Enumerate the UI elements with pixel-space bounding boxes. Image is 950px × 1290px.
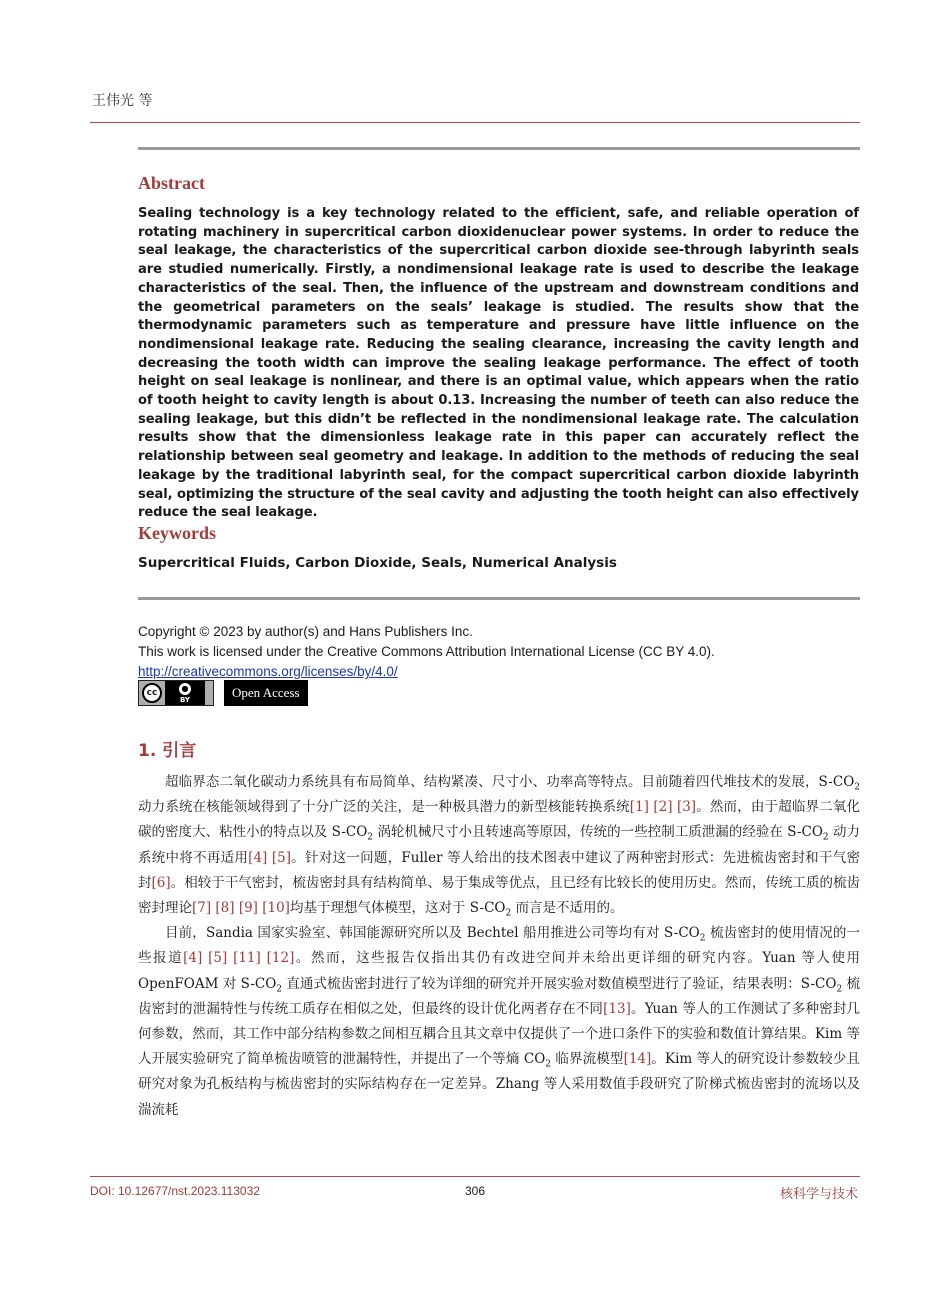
section-heading-introduction: 1. 引言 [138,741,197,761]
copyright-line: Copyright © 2023 by author(s) and Hans Publishers Inc. [138,624,473,639]
open-access-badge[interactable]: Open Access [224,680,308,706]
running-header-author: 王伟光 等 [92,93,153,109]
footer-doi[interactable]: DOI: 10.12677/nst.2023.113032 [90,1184,260,1198]
keywords-list: Supercritical Fluids, Carbon Dioxide, Seals, Numerical Analysis [138,555,617,571]
person-icon: ● [179,683,191,695]
license-badges [138,680,308,706]
citation[interactable]: [4] [5] [248,849,291,866]
citation[interactable]: [14] [623,1051,652,1068]
creative-commons-icon: cc [142,683,162,703]
intro-paragraph-1: 超临界态二氧化碳动力系统具有布局简单、结构紧凑、尺寸小、功率高等特点。目前随着四代堆技术的发展，$S-CO_2$ 动力系统在核能领域得到了十分广泛的关注，是一种极具潜力的新型核能转换系统[1] [2] [3]。然而，由于超临界二氧化碳的密度大、粘性小的特点以及 $S-CO_2$ 涡轮机械尺寸小且转速高等原因，传统的一些控制工质泄漏的经验在 $S-CO_2$ 动力系统中将不再适用[4] [5]。针对这一问题，Fuller 等人给出的技术图表中建议了两种密封形式：先进梳齿密封和干气密封[6]。相较于干气密封，梳齿密封具有结构简单、易于集成等优点，且已经有比较长的使用历史。然而，传统工质的梳齿密封理论[7] [8] [9] [10]均基于理想气体模型，这对于 $S-CO_2$ 而言是不适用的。 [138,774,861,919]
abstract-box-top-rule [138,147,860,150]
citation[interactable]: [4] [5] [11] [12] [183,950,295,967]
page-number: 306 [465,1184,486,1198]
journal-name: 核科学与技术 [779,1187,858,1202]
abstract-heading: Abstract [138,173,205,193]
copyright-block [138,622,858,682]
introduction-body [138,770,860,1123]
license-line: This work is licensed under the Creative Commons Attribution International License (CC BY 4.0). [138,644,715,659]
header-divider [90,122,860,123]
cc-by-badge[interactable] [138,680,214,706]
attribution-icon [165,681,205,705]
citation[interactable]: [13] [603,1000,631,1017]
abstract-body: Sealing technology is a key technology related to the efficient, safe, and reliable operation of rotating machinery in supercritical carbon dioxidenuclear power systems. In order to reduce the seal leakage, the characteristics of the supercritical carbon dioxide see-through labyrinth seals are studied numerically. Firstly, a nondimensional leakage rate is used to describe the leakage characteristics of the seal. Then, the influence of the upstream and downstream conditions and the geometrical parameters on the seals’ leakage is studied. The results show that the thermodynamic parameters such as temperature and pressure have little influence on the nondimensional leakage rate. Reducing the sealing clearance, increasing the cavity length and decreasing the tooth width can improve the sealing leakage performance. The effect of tooth height on seal leakage is nonlinear, and there is an optimal value, which appears when the ratio of tooth height to cavity length is about 0.13. Increasing the number of teeth can also reduce the sealing leakage, but this didn’t be reflected in the nondimensional leakage rate. The calculation results show that the dimensionless leakage rate in this paper can accurately reflect the relationship between seal geometry and leakage. In addition to the methods of reducing the seal leakage by the traditional labyrinth seal, for the compact supercritical carbon dioxide labyrinth seal, optimizing the structure of the seal cavity and adjusting the tooth height can also effectively reduce the seal leakage. [138,206,859,521]
by-label: BY [179,695,191,704]
citation[interactable]: [6] [151,874,171,891]
abstract-box-bottom-rule [138,597,860,600]
keywords-heading: Keywords [138,523,216,543]
citation[interactable]: [7] [8] [9] [10] [192,900,290,917]
footer-divider [90,1176,860,1177]
license-link[interactable]: http://creativecommons.org/licenses/by/4.0/ [138,664,398,679]
intro-paragraph-2: 目前，Sandia 国家实验室、韩国能源研究所以及 Bechtel 船用推进公司等均有对 $S-CO_2$ 梳齿密封的使用情况的一些报道[4] [5] [11] [12]。然而，这些报告仅指出其仍有改进空间并未给出更详细的研究内容。Yuan 等人使用 OpenFOAM 对 $S-CO_2$ 直通式梳齿密封进行了较为详细的研究并开展实验对数值模型进行了验证，结果表明：$S-CO_2$ 梳齿密封的泄漏特性与传统工质存在相似之处，但最终的设计优化两者存在不同[13]。Yuan 等人的工作测试了多种密封几何参数，然而，其工作中部分结构参数之间相互耦合且其文章中仅提供了一个进口条件下的实验和数值计算结果。Kim 等人开展实验研究了简单梳齿喷管的泄漏特性，并提出了一个等熵 $CO_2$ 临界流模型[14]。Kim 等人的研究设计参数较少且研究对象为孔板结构与梳齿密封的实际结构存在一定差异。Zhang 等人采用数值手段研究了阶梯式梳齿密封的流场以及湍流耗 [138,925,861,1118]
citation[interactable]: [1] [2] [3] [629,799,697,816]
